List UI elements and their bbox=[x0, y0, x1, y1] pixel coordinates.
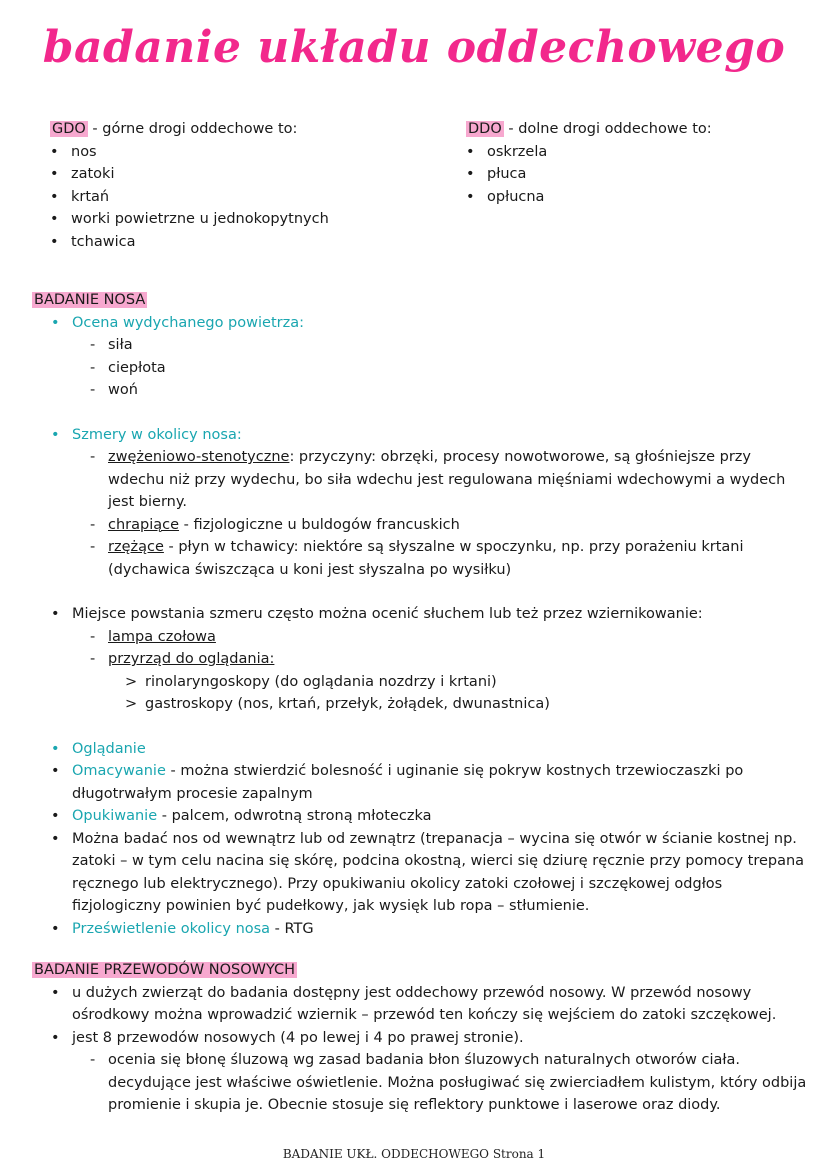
gdo-heading bbox=[32, 118, 432, 141]
spacer bbox=[32, 402, 807, 424]
list-item bbox=[32, 918, 807, 941]
term-desc: - RTG bbox=[270, 920, 314, 937]
ddo-label: DDO bbox=[468, 121, 502, 137]
passages-heading: BADANIE PRZEWODÓW NOSOWYCH bbox=[34, 962, 296, 978]
list-item: • Ocena wydychanego powietrza: bbox=[32, 312, 807, 335]
gdo-list bbox=[31, 141, 432, 254]
list-item bbox=[32, 536, 807, 581]
term: Omacywanie bbox=[72, 763, 166, 779]
list-item: > gastroskopy (nos, krtań, przełyk, żołądek, dwunastnica) bbox=[32, 693, 807, 716]
spacer bbox=[32, 716, 807, 738]
list-item: • oskrzela bbox=[447, 141, 808, 164]
page-footer: BADANIE UKŁ. ODDECHOWEGO Strona 1 bbox=[282, 1147, 546, 1161]
list-item: • Oglądanie bbox=[32, 738, 807, 761]
list-item: • Można badać nos od wewnątrz lub od zewnątrz (trepanacja – wycina się otwór w ścianie kostnej np. zatoki – w tym celu nacina się skórę, podcina okostną, wierci się dziurę ręcznie przy pomocy trepana ręcznego lub elektrycznego). Przy opukiwaniu okolicy zatoki czołowej i szczękowej odgłos fizjologiczny powinien być pudełkowy, jak wysięk lub ropa – stłumienie. bbox=[32, 828, 807, 918]
list-item: • zatoki bbox=[31, 163, 432, 186]
list-item: • krtań bbox=[31, 186, 432, 209]
list-item bbox=[32, 514, 807, 537]
list-item: > rinolaryngoskopy (do oglądania nozdrzy i krtani) bbox=[32, 671, 807, 694]
term: chrapiące bbox=[108, 516, 180, 533]
nasal-passages-section bbox=[32, 959, 807, 1117]
passages-list bbox=[32, 982, 807, 1117]
list-item: - ocenia się błonę śluzową wg zasad badania błon śluzowych naturalnych otworów ciała. decydujące jest właściwe oświetlenie. Można posługiwać się zwierciadłem kulistym, który odbija promienie i skupia je. Obecnie stosuje się reflektory punktowe i laserowe oraz diody. bbox=[32, 1049, 807, 1117]
list-item: - siła bbox=[32, 334, 807, 357]
list-item: • Miejsce powstania szmeru często można ocenić słuchem lub też przez wziernikowanie: bbox=[32, 603, 807, 626]
list-item bbox=[32, 446, 807, 514]
ddo-heading-text: - dolne drogi oddechowe to: bbox=[503, 121, 712, 137]
nose-exam-section bbox=[32, 289, 807, 940]
term: zwężeniowo-stenotyczne bbox=[108, 449, 290, 465]
list-item: • tchawica bbox=[31, 231, 432, 254]
list-item: • nos bbox=[31, 141, 432, 164]
list-item: - lampa czołowa bbox=[32, 626, 807, 649]
list-item: - woń bbox=[32, 379, 807, 402]
section-heading bbox=[32, 289, 807, 312]
term-desc: - fizjologiczne u buldogów francuskich bbox=[179, 516, 460, 533]
list-item bbox=[32, 805, 807, 828]
nose-heading: BADANIE NOSA bbox=[34, 292, 146, 308]
gdo-section bbox=[32, 118, 432, 253]
ddo-heading bbox=[448, 118, 808, 141]
ddo-list bbox=[447, 141, 808, 209]
gdo-label: GDO bbox=[52, 121, 86, 137]
term-desc: - można stwierdzić bolesność i uginanie się pokryw kostnych trzewioczaszki po długotrwałym procesie zapalnym bbox=[72, 763, 744, 802]
gdo-heading-text: - górne drogi oddechowe to: bbox=[87, 121, 298, 137]
term-desc: - płyn w tchawicy: niektóre są słyszalne w spoczynku, np. przy porażeniu krtani (dychawica świszcząca u koni jest słyszalna po wysiłku) bbox=[108, 539, 744, 578]
list-item: • płuca bbox=[447, 163, 808, 186]
list-item: • opłucna bbox=[447, 186, 808, 209]
ddo-section bbox=[448, 118, 808, 208]
list-item: • worki powietrzne u jednokopytnych bbox=[31, 208, 432, 231]
term: Prześwietlenie okolicy nosa bbox=[72, 920, 271, 937]
spacer bbox=[32, 581, 807, 603]
list-item: • jest 8 przewodów nosowych (4 po lewej i 4 po prawej stronie). bbox=[32, 1027, 807, 1050]
term: Opukiwanie bbox=[72, 808, 158, 824]
nose-list bbox=[32, 312, 807, 941]
term-desc: : przyczyny: obrzęki, procesy nowotworowe, są głośniejsze przy wdechu niż przy wydechu, bo siła wdechu jest regulowana mięśniami wdechowymi a wydech jest bierny. bbox=[108, 449, 786, 510]
list-item: • Szmery w okolicy nosa: bbox=[32, 424, 807, 447]
list-item: • u dużych zwierząt do badania dostępny jest oddechowy przewód nosowy. W przewód nosowy ośrodkowy można wprowadzić wziernik – przewód ten kończy się wejściem do zatoki szczękowej. bbox=[32, 982, 807, 1027]
section-heading bbox=[32, 959, 807, 982]
list-item: - ciepłota bbox=[32, 357, 807, 380]
list-item: - przyrząd do oglądania: bbox=[32, 648, 807, 671]
page-title: badanie układu oddechowego bbox=[42, 22, 786, 73]
list-item bbox=[32, 760, 807, 805]
term-desc: - palcem, odwrotną stroną młoteczka bbox=[157, 808, 432, 824]
term: rzężące bbox=[108, 539, 164, 555]
